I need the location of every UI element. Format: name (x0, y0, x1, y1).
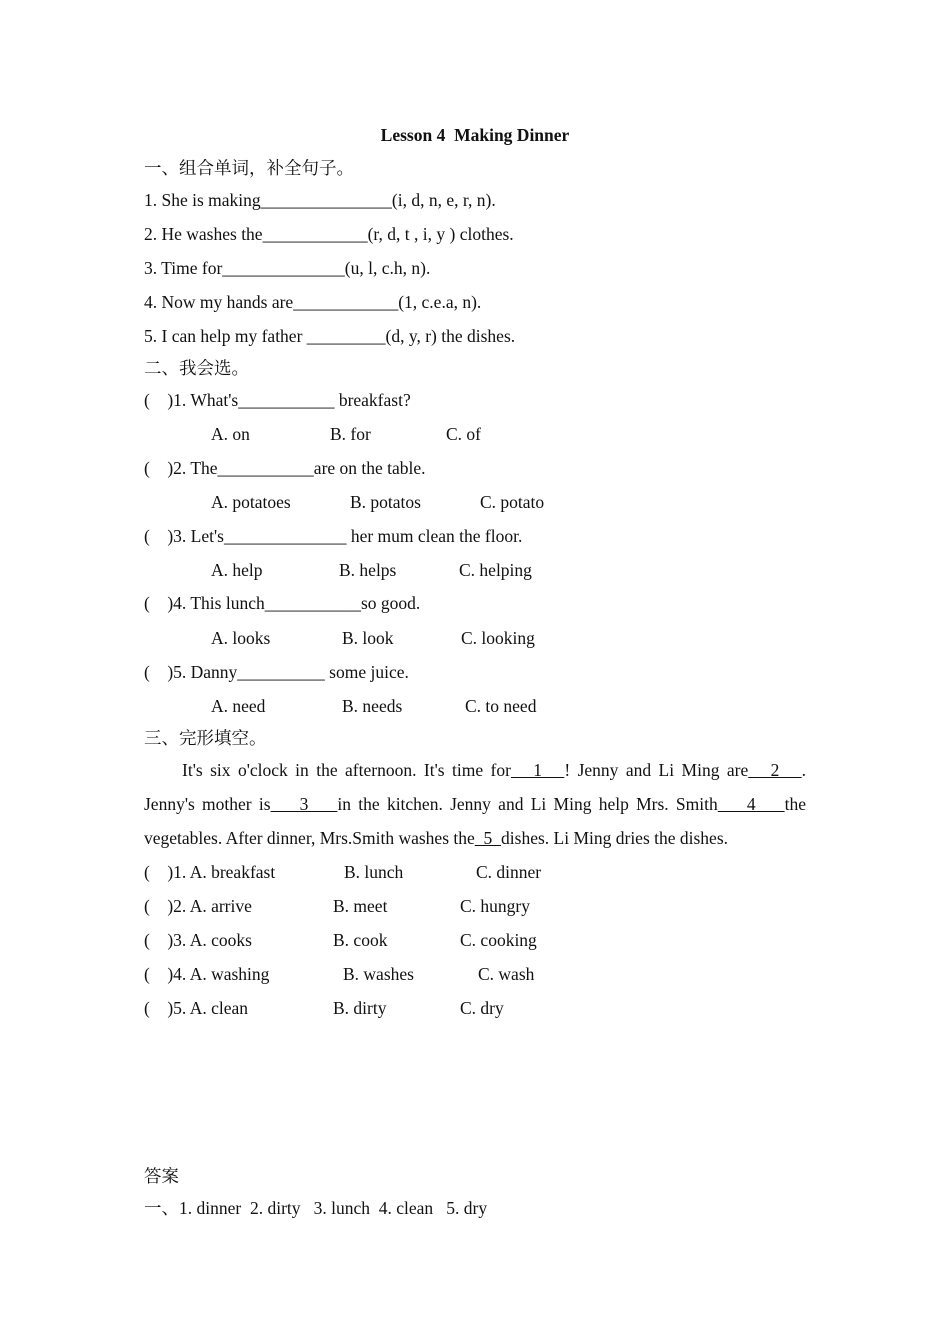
cloze-question: ( )4. A. washing (144, 964, 270, 984)
option-a: A. need (211, 696, 266, 716)
option-c: C. hungry (460, 896, 530, 916)
passage-text: the (784, 794, 807, 814)
passage-text: dishes. Li Ming dries the dishes. (501, 828, 729, 848)
option-c: C. of (446, 424, 481, 444)
option-b: B. lunch (344, 862, 404, 882)
section3-heading: 三、完形填空。 (144, 728, 267, 748)
cloze-passage-line-3 (144, 827, 806, 849)
option-b: B. needs (342, 696, 403, 716)
option-c: C. cooking (460, 930, 537, 950)
option-c: C. dinner (476, 862, 542, 882)
option-c: C. dry (460, 998, 504, 1018)
option-c: C. to need (465, 696, 537, 716)
option-c: C. looking (461, 628, 535, 648)
section1-heading: 一、组合单词，补全句子。 (144, 158, 354, 178)
passage-text: ! Jenny and Li Ming are (564, 760, 749, 780)
cloze-passage-line-1 (144, 759, 806, 781)
question-stem: ( )4. This lunch___________so good. (144, 593, 421, 613)
option-c: C. helping (459, 560, 532, 580)
question-stem: ( )3. Let's______________ her mum clean the floor. (144, 526, 523, 546)
option-b: B. meet (333, 896, 388, 916)
option-b: B. look (342, 628, 394, 648)
cloze-passage-line-2 (144, 793, 806, 815)
option-b: B. for (330, 424, 371, 444)
blank-1: 1 (510, 760, 565, 780)
option-b: B. potatos (350, 492, 421, 512)
section2-heading: 二、我会选。 (144, 358, 249, 378)
cloze-question: ( )3. A. cooks (144, 930, 252, 950)
option-a: A. help (211, 560, 263, 580)
question-stem: ( )5. Danny__________ some juice. (144, 662, 409, 682)
option-a: A. potatoes (211, 492, 291, 512)
answers-line-1: 一、1. dinner 2. dirty 3. lunch 4. clean 5. dry (144, 1198, 488, 1218)
cloze-question: ( )1. A. breakfast (144, 862, 276, 882)
page-title: Lesson 4 Making Dinner (380, 125, 570, 145)
question-stem: ( )2. The___________are on the table. (144, 458, 426, 478)
blank-3: 3 (270, 794, 338, 814)
option-c: C. potato (480, 492, 545, 512)
answers-heading: 答案 (144, 1166, 179, 1186)
passage-text: It's six o'clock in the afternoon. It's time for (182, 760, 511, 780)
blank-4: 4 (717, 794, 785, 814)
section1-item-5: 5. I can help my father _________(d, y, r) the dishes. (144, 326, 516, 346)
cloze-question: ( )5. A. clean (144, 998, 248, 1018)
passage-text: in the kitchen. Jenny and Li Ming help Mrs. Smith (337, 794, 718, 814)
option-b: B. washes (343, 964, 414, 984)
option-a: A. looks (211, 628, 271, 648)
option-b: B. dirty (333, 998, 387, 1018)
option-c: C. wash (478, 964, 535, 984)
passage-text: vegetables. After dinner, Mrs.Smith washes the (144, 828, 475, 848)
passage-text: Jenny's mother is (144, 794, 271, 814)
passage-text: . (801, 760, 807, 780)
blank-5: 5 (474, 828, 502, 848)
section1-item-1: 1. She is making_______________(i, d, n, e, r, n). (144, 190, 496, 210)
option-b: B. cook (333, 930, 388, 950)
option-b: B. helps (339, 560, 397, 580)
option-a: A. on (211, 424, 250, 444)
cloze-question: ( )2. A. arrive (144, 896, 252, 916)
section1-item-2: 2. He washes the____________(r, d, t , i, y ) clothes. (144, 224, 514, 244)
section1-item-4: 4. Now my hands are____________(1, c.e.a, n). (144, 292, 482, 312)
question-stem: ( )1. What's___________ breakfast? (144, 390, 411, 410)
section1-item-3: 3. Time for______________(u, l, c.h, n). (144, 258, 431, 278)
blank-2: 2 (748, 760, 802, 780)
